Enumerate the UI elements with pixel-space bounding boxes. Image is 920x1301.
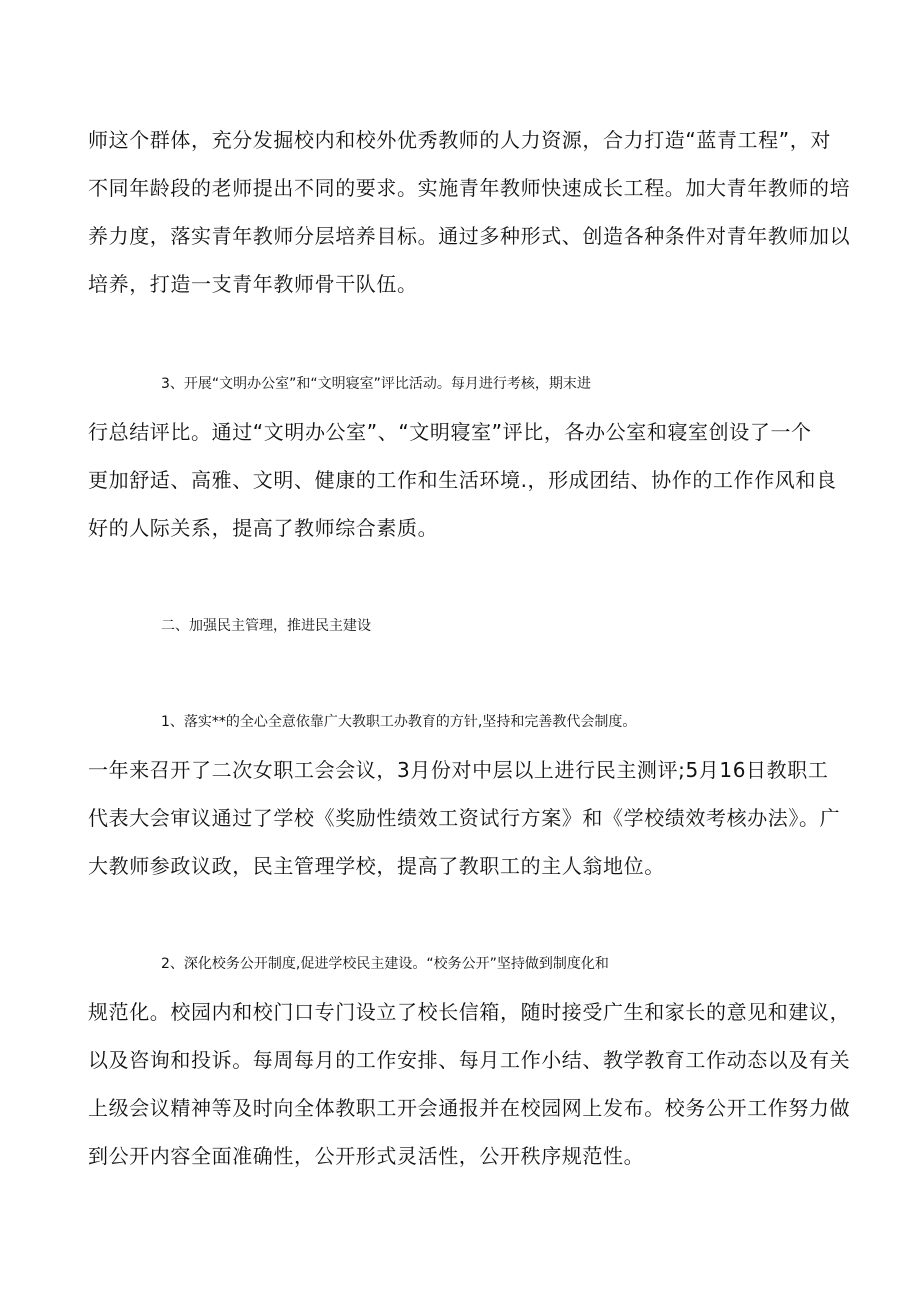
text-line: 1、落实**的全心全意依靠广大教职工办教育的方针,坚持和完善教代会制度。 xyxy=(161,714,637,730)
text-line: 3、开展“文明办公室”和“文明寝室”评比活动。每月进行考核，期末进 xyxy=(161,376,591,392)
text-line: 大教师参政议政，民主管理学校，提高了教职工的主人翁地位。 xyxy=(88,854,665,878)
text-line: 行总结评比。通过“文明办公室”、“文明寝室”评比，各办公室和寝室创设了一个 xyxy=(88,420,812,444)
text-line: 培养，打造一支青年教师骨干队伍。 xyxy=(88,272,418,296)
text-line: 上级会议精神等及时向全体教职工开会通报并在校园网上发布。校务公开工作努力做 xyxy=(88,1096,851,1120)
text-line: 更加舒适、高雅、文明、健康的工作和生活环境.，形成团结、协作的工作作风和良 xyxy=(88,468,837,492)
text-line: 规范化。校园内和校门口专门设立了校长信箱，随时接受广生和家长的意见和建议， xyxy=(88,1000,851,1024)
section-heading: 二、加强民主管理，推进民主建设 xyxy=(161,618,371,634)
text-line: 养力度，落实青年教师分层培养目标。通过多种形式、创造各种条件对青年教师加以 xyxy=(88,224,851,248)
text-line: 师这个群体，充分发掘校内和校外优秀教师的人力资源，合力打造“蓝青工程”，对 xyxy=(88,128,831,152)
text-line: 代表大会审议通过了学校《奖励性绩效工资试行方案》和《学校绩效考核办法》。广 xyxy=(88,806,841,830)
text-line: 不同年龄段的老师提出不同的要求。实施青年教师快速成长工程。加大青年教师的培 xyxy=(88,176,851,200)
text-line: 一年来召开了二次女职工会会议，3月份对中层以上进行民主测评;5月16日教职工 xyxy=(88,758,829,782)
text-line: 好的人际关系，提高了教师综合素质。 xyxy=(88,516,439,540)
text-line: 以及咨询和投诉。每周每月的工作安排、每月工作小结、教学教育工作动态以及有关 xyxy=(88,1048,851,1072)
text-line: 到公开内容全面准确性，公开形式灵活性，公开秩序规范性。 xyxy=(88,1144,645,1168)
text-line: 2、深化校务公开制度,促进学校民主建设。“校务公开”坚持做到制度化和 xyxy=(161,956,609,972)
